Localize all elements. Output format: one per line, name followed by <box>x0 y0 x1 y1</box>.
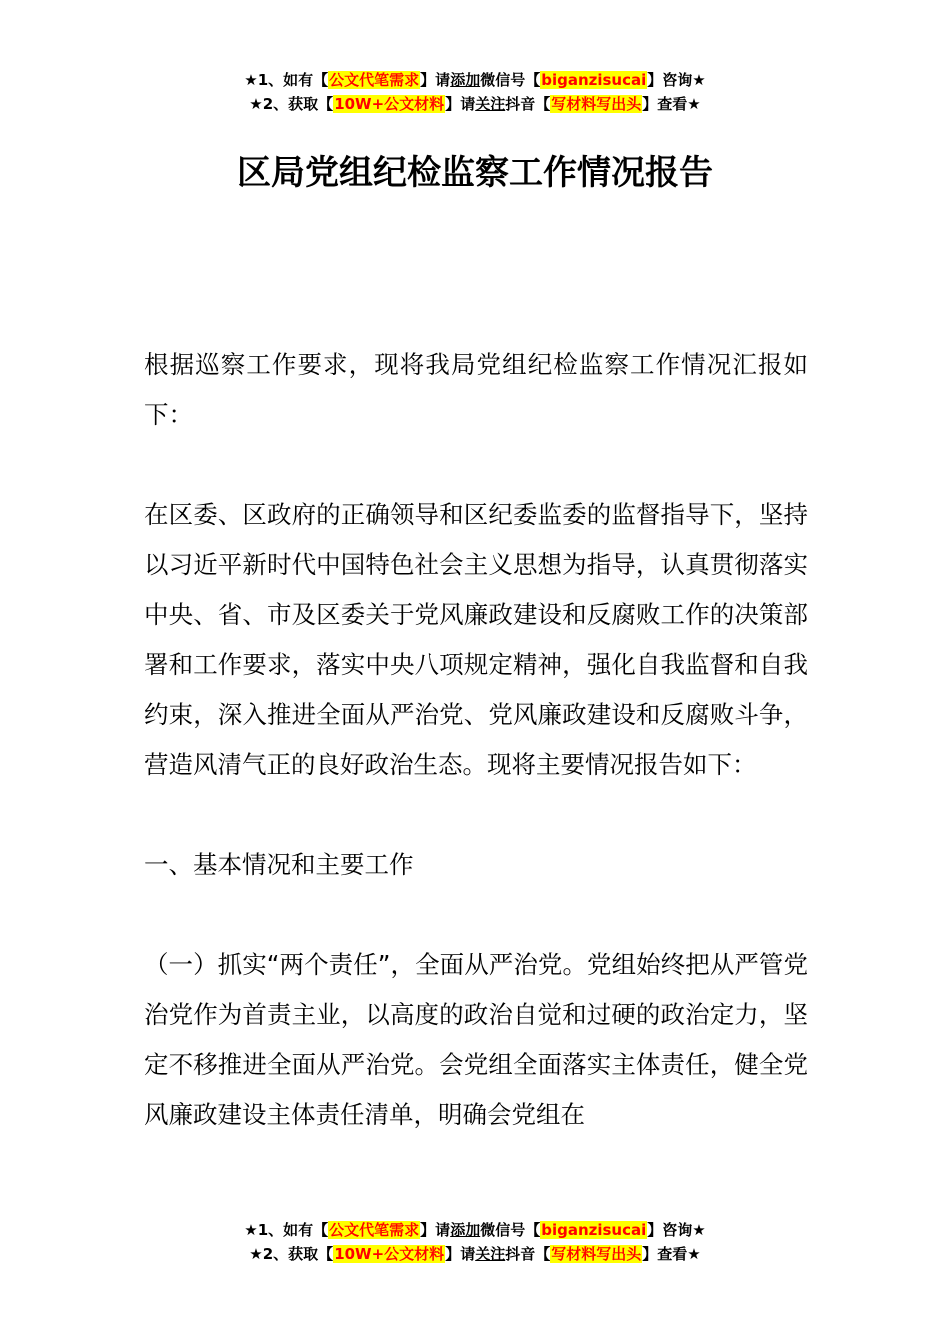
bottom-banner <box>0 1218 950 1266</box>
document-body <box>144 340 808 1140</box>
highlight-wechat-id: biganzisucai <box>541 1221 647 1239</box>
banner-line-1: ★1、如有【公文代笔需求】请添加微信号【biganzisucai】咨询★ <box>244 1221 706 1239</box>
highlight-materials: 10W+公文材料 <box>334 95 445 113</box>
highlight-ghostwriting: 公文代笔需求 <box>329 1221 420 1239</box>
highlight-wechat-id: biganzisucai <box>541 71 647 89</box>
top-banner <box>0 68 950 116</box>
paragraph-overview: 在区委、区政府的正确领导和区纪委监委的监督指导下，坚持以习近平新时代中国特色社会主义思想为指导，认真贯彻落实中央、省、市及区委关于党风廉政建设和反腐败工作的决策部署和工作要求，落实中央八项规定精神，强化自我监督和自我约束，深入推进全面从严治党、党风廉政建设和反腐败斗争，营造风清气正的良好政治生态。现将主要情况报告如下： <box>144 500 808 779</box>
document-title: 区局党组纪检监察工作情况报告 <box>237 153 713 193</box>
paragraph-intro: 根据巡察工作要求，现将我局党组纪检监察工作情况汇报如下： <box>144 350 808 429</box>
section-heading-1: 一、基本情况和主要工作 <box>144 850 414 879</box>
highlight-materials: 10W+公文材料 <box>334 1245 445 1263</box>
highlight-douyin: 写材料写出头 <box>551 95 642 113</box>
banner-line-1: ★1、如有【公文代笔需求】请添加微信号【biganzisucai】咨询★ <box>244 71 706 89</box>
highlight-ghostwriting: 公文代笔需求 <box>329 71 420 89</box>
banner-line-2: ★2、获取【10W+公文材料】请关注抖音【写材料写出头】查看★ <box>249 1245 701 1263</box>
paragraph-subsection-1: （一）抓实“两个责任”，全面从严治党。党组始终把从严管党治党作为首责主业，以高度的政治自觉和过硬的政治定力，坚定不移推进全面从严治党。会党组全面落实主体责任，健全党风廉政建设主体责任清单，明确会党组在 <box>144 950 808 1129</box>
highlight-douyin: 写材料写出头 <box>551 1245 642 1263</box>
banner-line-2: ★2、获取【10W+公文材料】请关注抖音【写材料写出头】查看★ <box>249 95 701 113</box>
